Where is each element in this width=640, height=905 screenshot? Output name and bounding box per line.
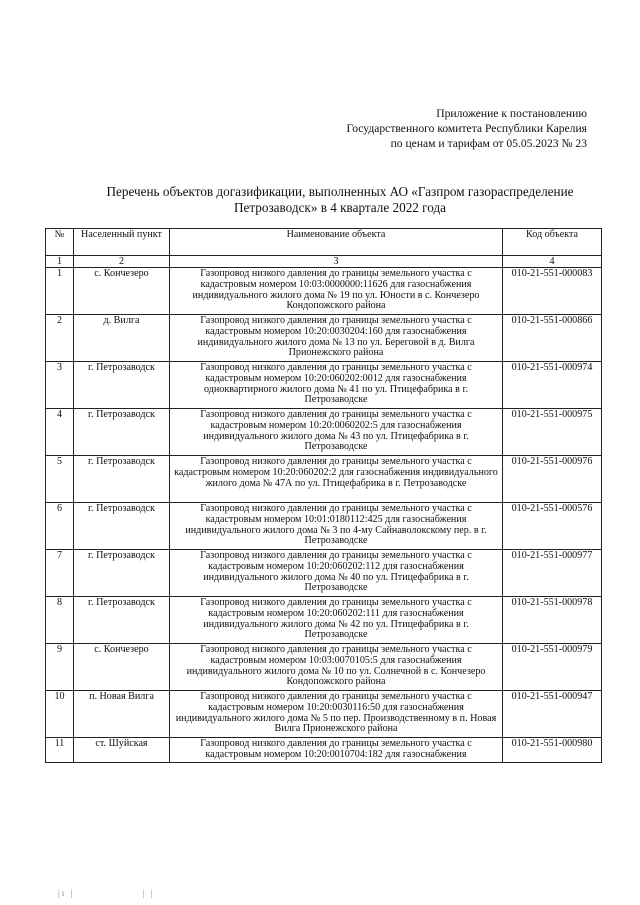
- header-place: Населенный пункт: [74, 229, 170, 256]
- objects-table: [45, 228, 602, 763]
- row-code: 010-21-551-000976: [503, 456, 602, 503]
- row-name: Газопровод низкого давления до границы земельного участка с кадастровым номером 10:20:060202:111 для газоснабжения индивидуального жилого дома № 42 по ул. Птицефабрика в г. Петрозаводске: [170, 597, 503, 644]
- row-name: Газопровод низкого давления до границы земельного участка с кадастровым номером 10:20:0060202:5 для газоснабжения индивидуального жилого дома № 43 по ул. Птицефабрика в г. Петрозаводске: [170, 409, 503, 456]
- row-num: 6: [46, 503, 74, 550]
- row-name: Газопровод низкого давления до границы земельного участка с кадастровым номером 10:03:0070105:5 для газоснабжения индивидуального жилого дома № 10 по ул. Солнечной в с. Кончезеро Кондопожского района: [170, 644, 503, 691]
- row-name: Газопровод низкого давления до границы земельного участка с кадастровым номером 10:03:0000000:11626 для газоснабжения индивидуального жилого дома № 19 по ул. Юности в с. Кончезеро Кондопожского района: [170, 268, 503, 315]
- title-line: Петрозаводск» в 4 квартале 2022 года: [233, 200, 447, 215]
- row-num: 4: [46, 409, 74, 456]
- appendix-line: Приложение к постановлению: [436, 107, 587, 120]
- row-num: 10: [46, 691, 74, 738]
- header-num: №: [46, 229, 74, 256]
- table-row: [46, 738, 602, 763]
- document-title: [60, 184, 620, 216]
- row-name: Газопровод низкого давления до границы земельного участка с кадастровым номером 10:20:060202:112 для газоснабжения индивидуального жилого дома № 40 по ул. Птицефабрика в г. Петрозаводске: [170, 550, 503, 597]
- appendix-header: [267, 106, 587, 151]
- row-place: г. Петрозаводск: [74, 550, 170, 597]
- column-number: 1: [46, 256, 74, 268]
- row-code: 010-21-551-000576: [503, 503, 602, 550]
- row-place: г. Петрозаводск: [74, 597, 170, 644]
- row-name: Газопровод низкого давления до границы земельного участка с кадастровым номером 10:20:0030204:160 для газоснабжения индивидуального жилого дома № 13 по ул. Береговой в д. Вилга Прионежского района: [170, 315, 503, 362]
- column-number: 4: [503, 256, 602, 268]
- table-row: [46, 315, 602, 362]
- row-code: 010-21-551-000974: [503, 362, 602, 409]
- table-row: [46, 456, 602, 503]
- row-place: с. Кончезеро: [74, 644, 170, 691]
- table-row: [46, 268, 602, 315]
- row-place: п. Новая Вилга: [74, 691, 170, 738]
- row-num: 8: [46, 597, 74, 644]
- table-row: [46, 691, 602, 738]
- row-place: с. Кончезеро: [74, 268, 170, 315]
- row-place: ст. Шуйская: [74, 738, 170, 763]
- row-name: Газопровод низкого давления до границы земельного участка с кадастровым номером 10:20:060202:2 для газоснабжения индивидуального жилого дома № 47А по ул. Птицефабрика в г. Петрозаводске: [170, 456, 503, 503]
- row-code: 010-21-551-000975: [503, 409, 602, 456]
- row-num: 1: [46, 268, 74, 315]
- table-row: [46, 550, 602, 597]
- table-header-row: [46, 229, 602, 256]
- row-place: д. Вилга: [74, 315, 170, 362]
- header-code: Код объекта: [503, 229, 602, 256]
- row-place: г. Петрозаводск: [74, 362, 170, 409]
- row-code: 010-21-551-000977: [503, 550, 602, 597]
- row-code: 010-21-551-000980: [503, 738, 602, 763]
- scan-marks: |ı | | |: [58, 888, 155, 898]
- row-num: 7: [46, 550, 74, 597]
- column-number-row: [46, 256, 602, 268]
- row-code: 010-21-551-000979: [503, 644, 602, 691]
- table-row: [46, 597, 602, 644]
- column-number: 3: [170, 256, 503, 268]
- row-code: 010-21-551-000947: [503, 691, 602, 738]
- table-row: [46, 503, 602, 550]
- row-name: Газопровод низкого давления до границы земельного участка с кадастровым номером 10:20:0010704:182 для газоснабжения: [170, 738, 503, 763]
- title-line: Перечень объектов догазификации, выполненных АО «Газпром газораспределение: [106, 184, 574, 199]
- row-code: 010-21-551-000978: [503, 597, 602, 644]
- column-number: 2: [74, 256, 170, 268]
- header-name: Наименование объекта: [170, 229, 503, 256]
- table-row: [46, 362, 602, 409]
- row-num: 9: [46, 644, 74, 691]
- appendix-line: по ценам и тарифам от 05.05.2023 № 23: [390, 137, 587, 150]
- table-row: [46, 409, 602, 456]
- row-place: г. Петрозаводск: [74, 456, 170, 503]
- row-num: 5: [46, 456, 74, 503]
- row-code: 010-21-551-000866: [503, 315, 602, 362]
- row-num: 3: [46, 362, 74, 409]
- row-code: 010-21-551-000083: [503, 268, 602, 315]
- row-name: Газопровод низкого давления до границы земельного участка с кадастровым номером 10:01:0180112:425 для газоснабжения индивидуального жилого дома № 3 по 4-му Сайнаволокскому пер. в г. Петрозаводске: [170, 503, 503, 550]
- row-num: 11: [46, 738, 74, 763]
- appendix-line: Государственного комитета Республики Карелия: [346, 122, 587, 135]
- row-place: г. Петрозаводск: [74, 503, 170, 550]
- row-num: 2: [46, 315, 74, 362]
- table-row: [46, 644, 602, 691]
- row-name: Газопровод низкого давления до границы земельного участка с кадастровым номером 10:20:060202:0012 для газоснабжения одноквартирного жилого дома № 41 по ул. Птицефабрика в г. Петрозаводске: [170, 362, 503, 409]
- row-place: г. Петрозаводск: [74, 409, 170, 456]
- row-name: Газопровод низкого давления до границы земельного участка с кадастровым номером 10:20:0030116:50 для газоснабжения индивидуального жилого дома № 5 по пер. Производственному в п. Новая Вилга Прионежского района: [170, 691, 503, 738]
